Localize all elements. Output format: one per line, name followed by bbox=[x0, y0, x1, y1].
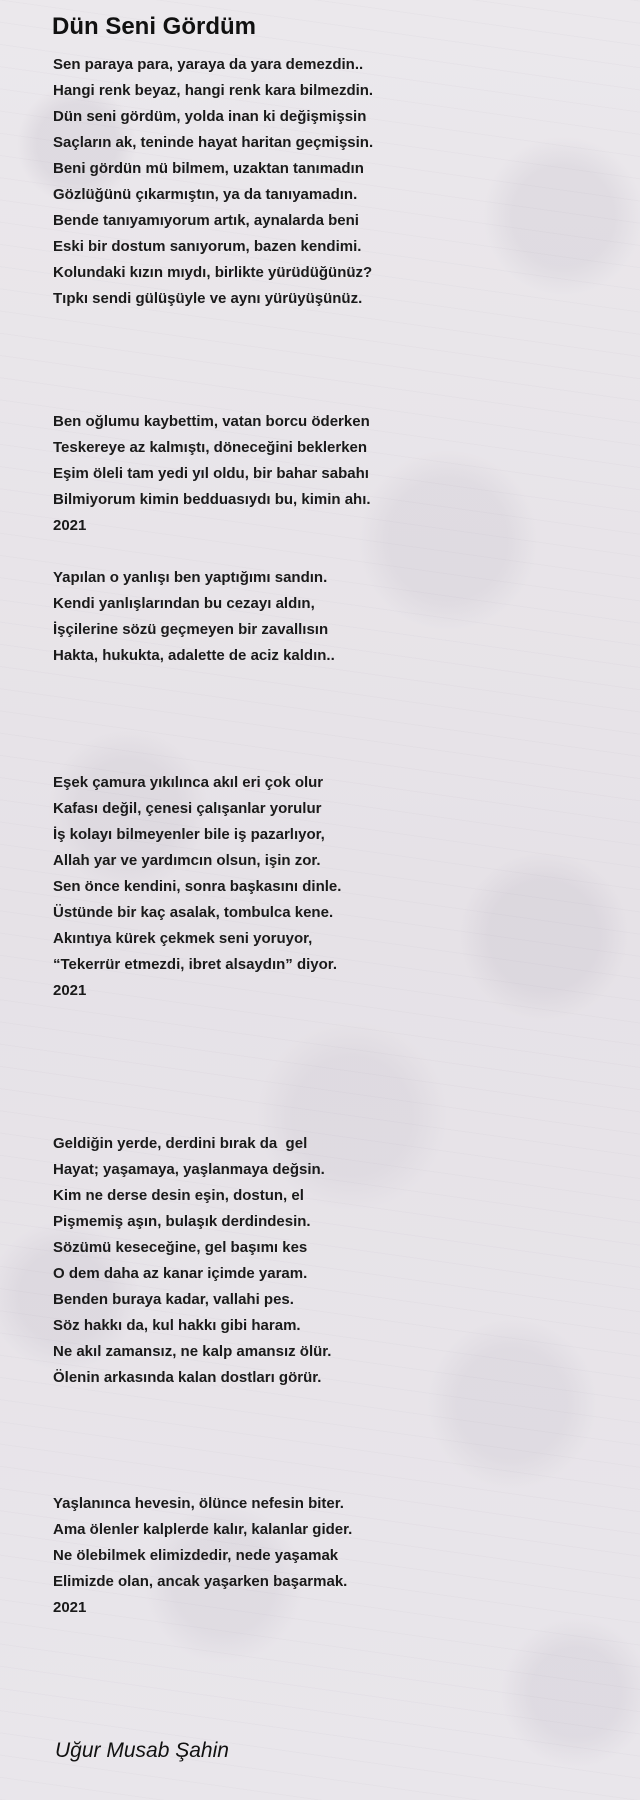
poem-line: Ne akıl zamansız, ne kalp amansız ölür. bbox=[53, 1343, 332, 1360]
poem-line: Söz hakkı da, kul hakkı gibi haram. bbox=[53, 1317, 301, 1334]
author-signature: Uğur Musab Şahin bbox=[55, 1739, 229, 1762]
poem-title: Dün Seni Gördüm bbox=[52, 13, 256, 40]
poem-line: Ben oğlumu kaybettim, vatan borcu öderken bbox=[53, 413, 370, 430]
poem-line: Gözlüğünü çıkarmıştın, ya da tanıyamadın. bbox=[53, 186, 358, 203]
poem-line: Elimizde olan, ancak yaşarken başarmak. bbox=[53, 1573, 348, 1590]
poem-line: Geldiğin yerde, derdini bırak da gel bbox=[53, 1135, 308, 1152]
poem-line: “Tekerrür etmezdi, ibret alsaydın” diyor. bbox=[53, 956, 337, 973]
poem-line: Hakta, hukukta, adalette de aciz kaldın.. bbox=[53, 647, 335, 664]
poem-line: Pişmemiş aşın, bulaşık derdindesin. bbox=[53, 1213, 311, 1230]
stanza-5 bbox=[53, 1491, 352, 1621]
stanza-3 bbox=[53, 770, 341, 1004]
poem-line: Eski bir dostum sanıyorum, bazen kendimi. bbox=[53, 238, 362, 255]
poem-line: O dem daha az kanar içimde yaram. bbox=[53, 1265, 308, 1282]
poem-line: Sözümü keseceğine, gel başımı kes bbox=[53, 1239, 308, 1256]
poem-line: Dün seni gördüm, yolda inan ki değişmişsin bbox=[53, 108, 367, 125]
poem-line: Bilmiyorum kimin bedduasıydı bu, kimin ahı. bbox=[53, 491, 371, 508]
poem-line: Yaşlanınca hevesin, ölünce nefesin biter. bbox=[53, 1495, 344, 1512]
poem-line: Hangi renk beyaz, hangi renk kara bilmezdin. bbox=[53, 82, 374, 99]
poem-line: Bende tanıyamıyorum artık, aynalarda beni bbox=[53, 212, 359, 229]
poem-line: Eşek çamura yıkılınca akıl eri çok olur bbox=[53, 774, 324, 791]
poem-line: Yapılan o yanlışı ben yaptığımı sandın. bbox=[53, 569, 328, 586]
poem-line: Kendi yanlışlarından bu cezayı aldın, bbox=[53, 595, 315, 612]
poem-line: Kafası değil, çenesi çalışanlar yorulur bbox=[53, 800, 322, 817]
poem-line: Eşim öleli tam yedi yıl oldu, bir bahar sabahı bbox=[53, 465, 369, 482]
poem-line: 2021 bbox=[53, 1599, 87, 1616]
poem-line: Ama ölenler kalplerde kalır, kalanlar gider. bbox=[53, 1521, 353, 1538]
poem-line: İşçilerine sözü geçmeyen bir zavallısın bbox=[53, 621, 329, 638]
poem-line: Saçların ak, teninde hayat haritan geçmişsin. bbox=[53, 134, 374, 151]
poem-line: Ne ölebilmek elimizdedir, nede yaşamak bbox=[53, 1547, 339, 1564]
stanza-1 bbox=[53, 52, 373, 312]
poem-line: Benden buraya kadar, vallahi pes. bbox=[53, 1291, 294, 1308]
poem-line: Kolundaki kızın mıydı, birlikte yürüdüğünüz? bbox=[53, 264, 373, 281]
poem-line: Sen önce kendini, sonra başkasını dinle. bbox=[53, 878, 342, 895]
stanza-2 bbox=[53, 409, 371, 669]
poem-line: Tıpkı sendi gülüşüyle ve aynı yürüyüşünüz. bbox=[53, 290, 363, 307]
poem-line: Teskereye az kalmıştı, döneceğini beklerken bbox=[53, 439, 368, 456]
poem-line: Ölenin arkasında kalan dostları görür. bbox=[53, 1369, 322, 1386]
poem-line: Kim ne derse desin eşin, dostun, el bbox=[53, 1187, 304, 1204]
poem-line: Akıntıya kürek çekmek seni yoruyor, bbox=[53, 930, 313, 947]
poem-line: Hayat; yaşamaya, yaşlanmaya değsin. bbox=[53, 1161, 325, 1178]
poem-line: Sen paraya para, yaraya da yara demezdin.. bbox=[53, 56, 364, 73]
poem-line: Beni gördün mü bilmem, uzaktan tanımadın bbox=[53, 160, 364, 177]
poem-line: 2021 bbox=[53, 982, 87, 999]
poem-line: İş kolayı bilmeyenler bile iş pazarlıyor, bbox=[53, 826, 325, 843]
poem-line: Üstünde bir kaç asalak, tombulca kene. bbox=[53, 904, 334, 921]
poem-line bbox=[53, 539, 371, 565]
poem-line: 2021 bbox=[53, 517, 87, 534]
stanza-4 bbox=[53, 1131, 331, 1391]
poem-line: Allah yar ve yardımcın olsun, işin zor. bbox=[53, 852, 321, 869]
